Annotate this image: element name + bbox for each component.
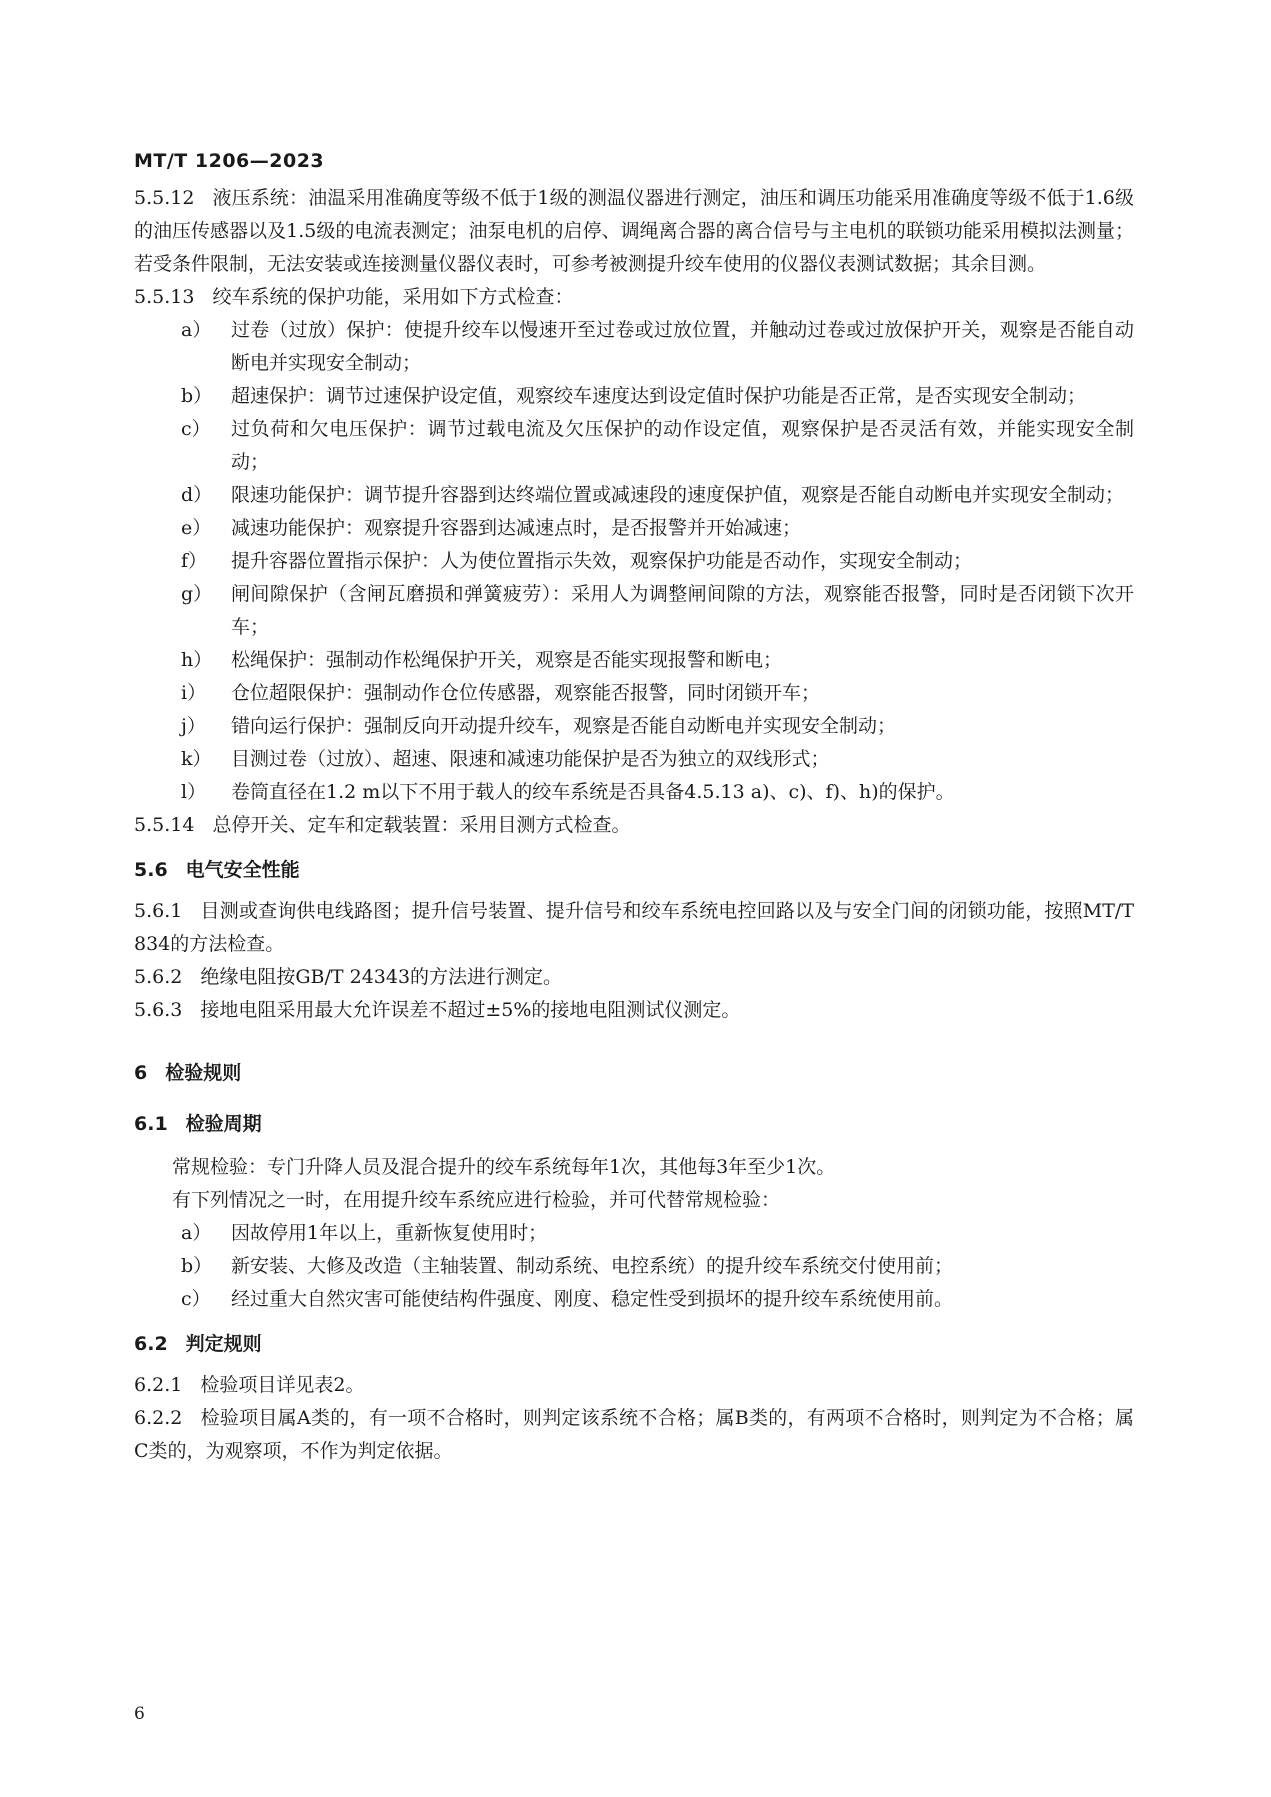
paragraph-conditions: 有下列情况之一时，在用提升绞车系统应进行检验，并可代替常规检验： [172,1189,781,1211]
section-title: 判定规则 [185,1333,262,1355]
list-item-text: 减速功能保护：观察提升容器到达减速点时，是否报警并开始减速； [231,517,802,539]
clause-5-6-2 [134,961,1134,994]
list-marker: c） [181,418,211,440]
clause-text: 检验项目详见表2。 [200,1374,365,1396]
list-item-5-5-13-j [134,710,1134,743]
list-item-text: 提升容器位置指示保护：人为使位置指示失效，观察保护功能是否动作，实现安全制动； [231,550,973,572]
list-marker: b） [181,1255,213,1277]
clause-text: 绞车系统的保护功能，采用如下方式检查： [212,286,574,308]
clause-5-5-14 [134,809,1134,842]
list-marker: e） [181,517,212,539]
clause-5-5-13 [134,281,1134,314]
standard-code-header: MT/T 1206—2023 [134,150,325,172]
list-item-text: 因故停用1年以上，重新恢复使用时； [231,1222,548,1244]
list-item-5-5-13-k [134,743,1134,776]
list-item-text: 限速功能保护：调节提升容器到达终端位置或减速段的速度保护值，观察是否能自动断电并实现安全制动； [231,484,1125,506]
list-item-text: 松绳保护：强制动作松绳保护开关，观察是否能实现报警和断电； [231,649,783,671]
clause-number: 6.2.1 [134,1374,183,1396]
list-item-6-1-c [134,1283,1134,1316]
list-item-5-5-13-g [134,578,1134,644]
list-marker: f） [181,550,208,572]
section-heading-6-1 [134,1108,1134,1141]
clause-number: 6.2.2 [134,1407,183,1429]
list-item-text: 过卷（过放）保护：使提升绞车以慢速开至过卷或过放位置，并触动过卷或过放保护开关，观察是否能自动断电并实现安全制动； [231,319,1134,374]
section-number: 6.1 [134,1113,168,1135]
clause-text: 液压系统：油温采用准确度等级不低于1级的测温仪器进行测定，油压和调压功能采用准确度等级不低于1.6级的油压传感器以及1.5级的电流表测定；油泵电机的启停、调绳离合器的离合信号与主电机的联锁功能采用模拟法测量；若受条件限制，无法安装或连接测量仪器仪表时，可参考被测提升绞车使用的仪器仪表测试数据；其余目测。 [134,187,1134,275]
clause-number: 5.6.3 [134,999,183,1021]
list-marker: h） [181,649,213,671]
section-number: 5.6 [134,859,168,881]
list-item-5-5-13-c [134,413,1134,479]
list-marker: a） [181,319,212,341]
list-item-6-1-a [134,1217,1134,1250]
list-marker: i） [181,682,207,704]
list-item-text: 闸间隙保护（含闸瓦磨损和弹簧疲劳）：采用人为调整闸间隙的方法，观察能否报警，同时是否闭锁下次开车； [231,583,1134,638]
clause-number: 5.6.2 [134,966,183,988]
chapter-number: 6 [134,1062,148,1084]
clause-text: 目测或查询供电线路图；提升信号装置、提升信号和绞车系统电控回路以及与安全门间的闭锁功能，按照MT/T 834的方法检查。 [134,900,1134,955]
clause-number: 5.5.12 [134,187,195,209]
list-item-text: 新安装、大修及改造（主轴装置、制动系统、电控系统）的提升绞车系统交付使用前； [231,1255,954,1277]
list-marker: l） [181,781,207,803]
clause-text: 接地电阻采用最大允许误差不超过±5%的接地电阻测试仪测定。 [200,999,741,1021]
list-item-5-5-13-a [134,314,1134,380]
list-marker: k） [181,748,212,770]
section-heading-6-2 [134,1328,1134,1361]
paragraph-routine-inspection: 常规检验：专门升降人员及混合提升的绞车系统每年1次，其他每3年至少1次。 [172,1156,836,1178]
list-marker: c） [181,1288,211,1310]
list-item-text: 仓位超限保护：强制动作仓位传感器，观察能否报警，同时闭锁开车； [231,682,821,704]
clause-number: 5.6.1 [134,900,183,922]
list-item-5-5-13-h [134,644,1134,677]
page-number: 6 [134,1704,145,1724]
list-item-5-5-13-b [134,380,1134,413]
clause-text: 检验项目属A类的，有一项不合格时，则判定该系统不合格；属B类的，有两项不合格时，则判定为不合格；属C类的，为观察项，不作为判定依据。 [134,1407,1134,1462]
list-item-text: 错向运行保护：强制反向开动提升绞车，观察是否能自动断电并实现安全制动； [231,715,897,737]
list-marker: g） [181,583,213,605]
clause-6-2-2 [134,1402,1134,1468]
list-item-text: 卷筒直径在1.2 m以下不用于载人的绞车系统是否具备4.5.13 a)、c)、f)、h)的保护。 [231,781,955,803]
list-item-text: 超速保护：调节过速保护设定值，观察绞车速度达到设定值时保护功能是否正常，是否实现安全制动； [231,385,1087,407]
list-marker: d） [181,484,213,506]
list-item-text: 经过重大自然灾害可能使结构件强度、刚度、稳定性受到损坏的提升绞车系统使用前。 [231,1288,954,1310]
clause-number: 5.5.14 [134,814,195,836]
section-number: 6.2 [134,1333,168,1355]
list-item-6-1-b [134,1250,1134,1283]
clause-5-5-12 [134,182,1134,281]
list-item-text: 过负荷和欠电压保护：调节过载电流及欠压保护的动作设定值，观察保护是否灵活有效，并能实现安全制动； [231,418,1134,473]
list-marker: j） [181,715,206,737]
clause-text: 绝缘电阻按GB/T 24343的方法进行测定。 [200,966,563,988]
list-item-text: 目测过卷（过放）、超速、限速和减速功能保护是否为独立的双线形式； [231,748,830,770]
list-marker: b） [181,385,213,407]
document-body [134,182,1134,1468]
list-item-5-5-13-d [134,479,1134,512]
section-title: 检验周期 [185,1113,262,1135]
list-marker: a） [181,1222,212,1244]
chapter-heading-6 [134,1057,1134,1090]
clause-5-6-1 [134,895,1134,961]
list-item-5-5-13-e [134,512,1134,545]
clause-number: 5.5.13 [134,286,195,308]
clause-text: 总停开关、定车和定载装置：采用目测方式检查。 [212,814,631,836]
list-item-5-5-13-i [134,677,1134,710]
clause-6-2-1 [134,1369,1134,1402]
clause-5-6-3 [134,994,1134,1027]
section-title: 电气安全性能 [185,859,300,881]
list-item-5-5-13-l [134,776,1134,809]
list-item-5-5-13-f [134,545,1134,578]
section-heading-5-6 [134,854,1134,887]
chapter-title: 检验规则 [165,1062,242,1084]
